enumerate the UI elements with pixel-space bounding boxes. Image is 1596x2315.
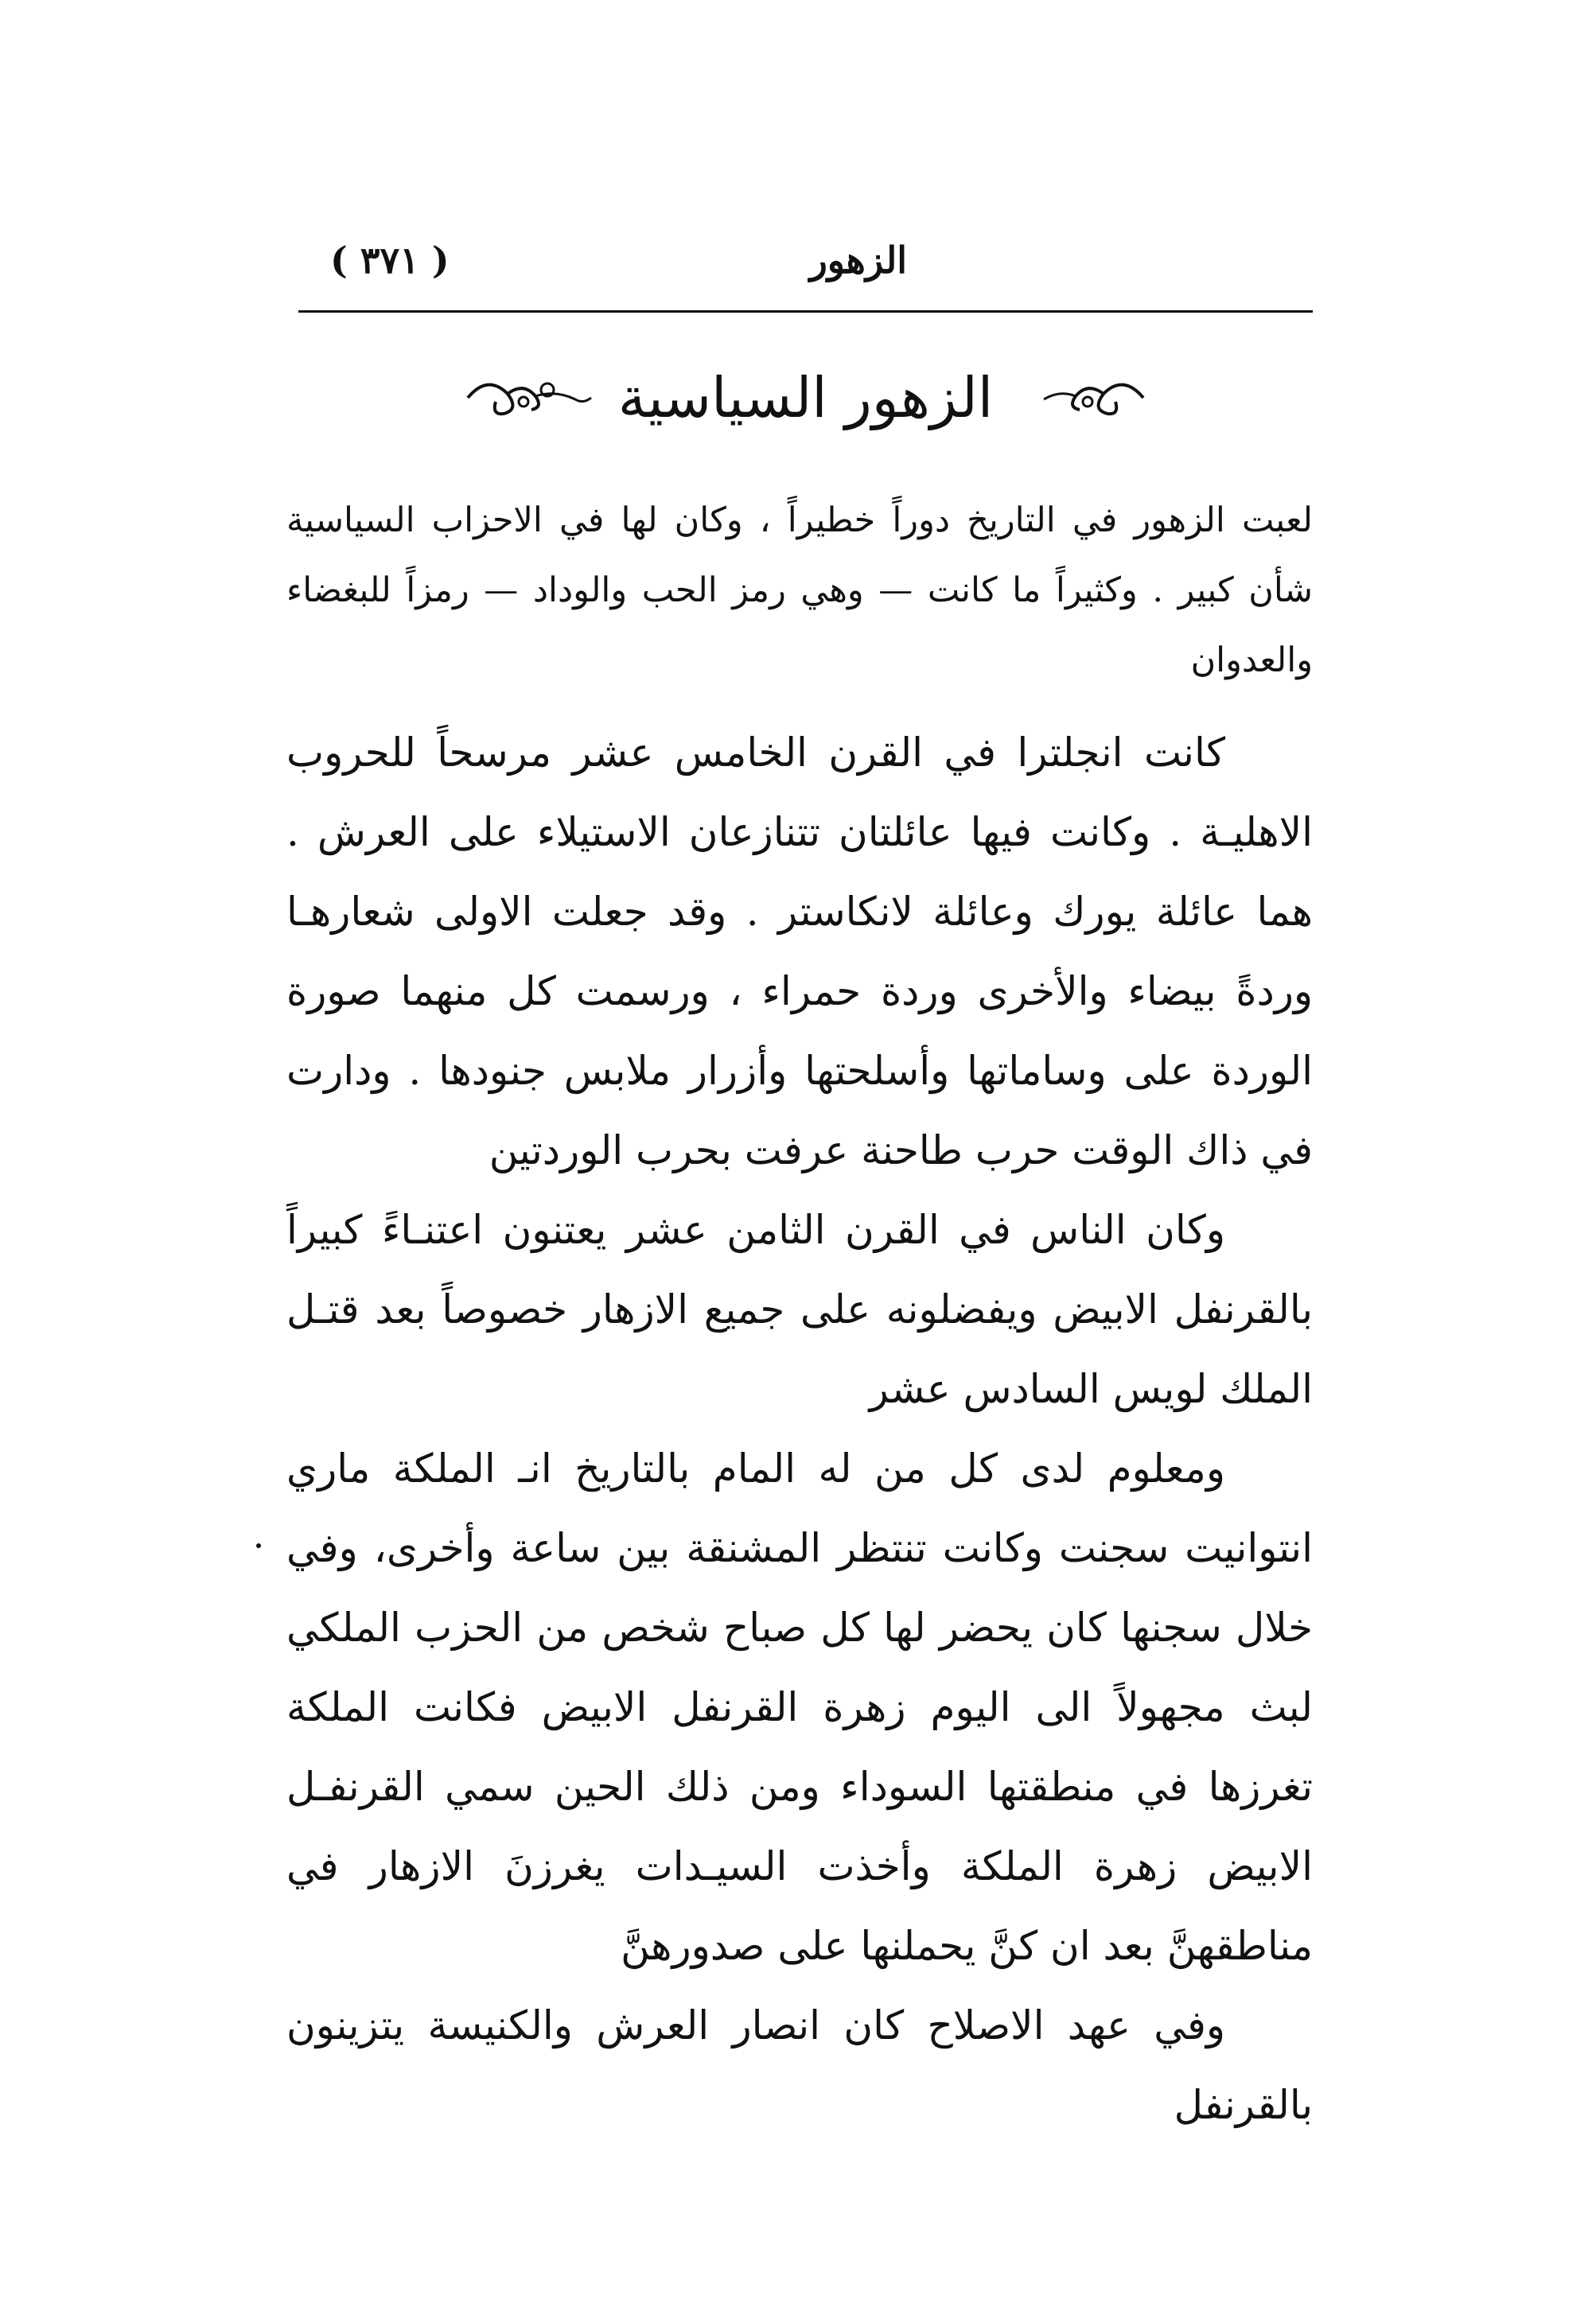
section-title: الزهور السياسية (617, 365, 994, 430)
running-header (298, 239, 1313, 302)
section-heading (298, 350, 1313, 445)
page-number: ( ٣٧١ ) (330, 239, 450, 282)
running-title: الزهور (809, 239, 907, 282)
body-text (286, 485, 1313, 2145)
left-ornament-icon (464, 366, 599, 430)
paragraph-intro: لعبت الزهور في التاريخ دوراً خطيراً ، وكان لها في الاحزاب السياسية شأن كبير . وكثيراً ما كانت — وهي رمز الحب والوداد — رمزاً للبغضاء والعدوان (286, 500, 1313, 680)
header-rule (298, 310, 1313, 313)
paragraph-marie-antoinette: ومعلوم لدى كل من له المام بالتاريخ انـ الملكة ماري انتوانيت سجنت وكانت تنتظر المشنقة بين ساعة وأخرى، وفي خلال سجنها كان يحضر لها كل صباح شخص من الحزب الملكي لبث مجهولاً الى اليوم زهرة القرنفل الابيض فكانت الملكة تغرزها في منطقتها السوداء ومن ذلك الحين سمي القرنفـل الابيض زهرة الملكة وأخذت السيـدات يغرزنَ الازهار في مناطقهنَّ بعد ان كنَّ يحملنها على صدورهنَّ (286, 1445, 1313, 1969)
paragraph-white-carnation: وكان الناس في القرن الثامن عشر يعتنون اعتنـاءً كبيراً بالقرنفل الابيض ويفضلونه على جميع الازهار خصوصاً بعد قتـل الملك لويس السادس عشر (286, 1207, 1313, 1412)
paragraph-reformation: وفي عهد الاصلاح كان انصار العرش والكنيسة يتزينون بالقرنفل (286, 2002, 1313, 2128)
paragraph-wars-of-roses: كانت انجلترا في القرن الخامس عشر مرسحاً للحروب الاهليـة . وكانت فيها عائلتان تتنازعان الاستيلاء على العرش . هما عائلة يورك وعائلة لانكاستر . وقد جعلت الاولى شعارهـا وردةً بيضاء والأخرى وردة حمراء ، ورسمت كل منهما صورة الوردة على وساماتها وأسلحتها وأزرار ملابس جنودها . ودارت في ذاك الوقت حرب طاحنة عرفت بحرب الوردتين (286, 730, 1313, 1173)
scan-speck (256, 1543, 261, 1548)
right-ornament-icon (1012, 366, 1147, 430)
